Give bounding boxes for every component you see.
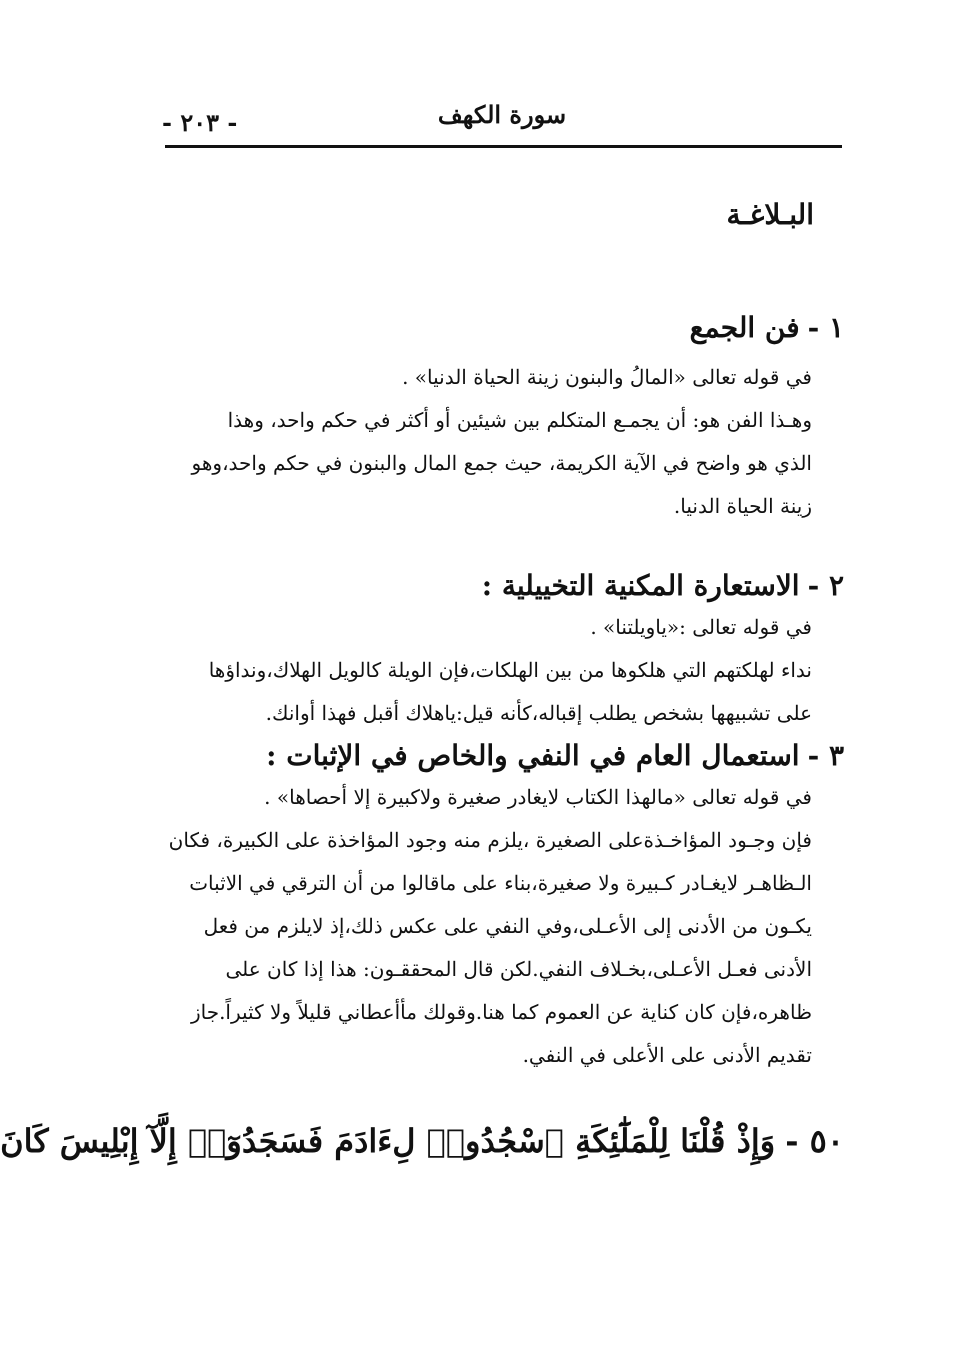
header-rule [165,145,842,148]
section-2-title: الاستعارة المكنية التخييلية : [481,569,800,602]
text-line: الذي هو واضح في الآية الكريمة، حيث جمع المال والبنون في حكم واحد،وهو [191,451,812,475]
section-2-number: ٢ - [807,569,844,602]
verse-line [0,1122,844,1160]
text-line: فإن وجـود المؤاخـذةعلى الصغيرة ،يلزم منه وجود المؤاخذة على الكبيرة، فكان [168,828,812,852]
section-1-number: ١ - [807,311,844,344]
section-3-number: ٣ - [807,739,844,772]
section-1-title: فن الجمع [689,311,800,344]
section-3-title: استعمال العام في النفي والخاص في الإثبات : [266,739,800,772]
text-line: يكـون من الأدنى إلى الأعـلى،وفي النفي على عكس ذلك،إذ لايلزم من فعل [203,914,812,938]
running-title: سورة الكهف [437,100,567,129]
section-2-body [154,606,844,735]
text-line: الـظاهـر لايغـادر كـبيرة ولا صغيرة،بناء على ماقالوا من أن الترقي في الاثبات [189,871,812,895]
text-line: على تشبيهها بشخص يطلب إقباله،كأنه قيل:ياهلاك أقبل فهذا أوانك. [265,701,812,725]
section-2 [154,566,844,735]
section-1-body [154,356,844,528]
verse-text: وَإِذْ قُلْنَا لِلْمَلَٰٓئِكَةِ ٱسْجُدُوا۟ لِءَادَمَ فَسَجَدُوٓا۟ إِلَّآ إِبْلِيسَ كَانَ [0,1122,776,1160]
verse-number: ٥٠ - [785,1122,844,1160]
section-3 [154,736,844,1077]
text-line: نداء لهلكتهم التي هلكوها من بين الهلكات،فإن الويلة كالويل الهلاك،ونداؤها [208,658,812,682]
section-2-heading [154,566,844,606]
section-3-body [154,776,844,1077]
text-line: الأدنى فعـل الأعـلى،بخـلاف النفي.لكن قال المحققـون: هذا إذا كان على [225,957,812,981]
text-line: ظاهره،فإن كان كناية عن العموم كما هنا.وقولك مأأعطاني قليلاً ولا كثيراً.جاز [190,1000,812,1024]
text-line: زينة الحياة الدنيا. [673,494,812,518]
section-1-heading [154,308,844,348]
text-line: تقديم الأدنى على الأعلى في النفي. [522,1043,812,1067]
text-line: في قوله تعالى :«ياويلتنا» . [590,615,812,639]
page-number: - ٢٠٣ - [162,108,238,137]
section-1 [154,308,844,528]
text-line: في قوله تعالى «مالهذا الكتاب لايغادر صغيرة ولاكبيرة إلا أحصاها» . [264,785,812,809]
text-line: وهـذا الفن هو: أن يجمـع المتكلم بين شيئين أو أكثر في حكم واحد، وهذا [227,408,812,432]
section-heading: البـلاغـة [726,198,814,231]
section-3-heading [154,736,844,776]
text-line: في قوله تعالى «المالُ والبنون زينة الحياة الدنيا» . [402,365,812,389]
